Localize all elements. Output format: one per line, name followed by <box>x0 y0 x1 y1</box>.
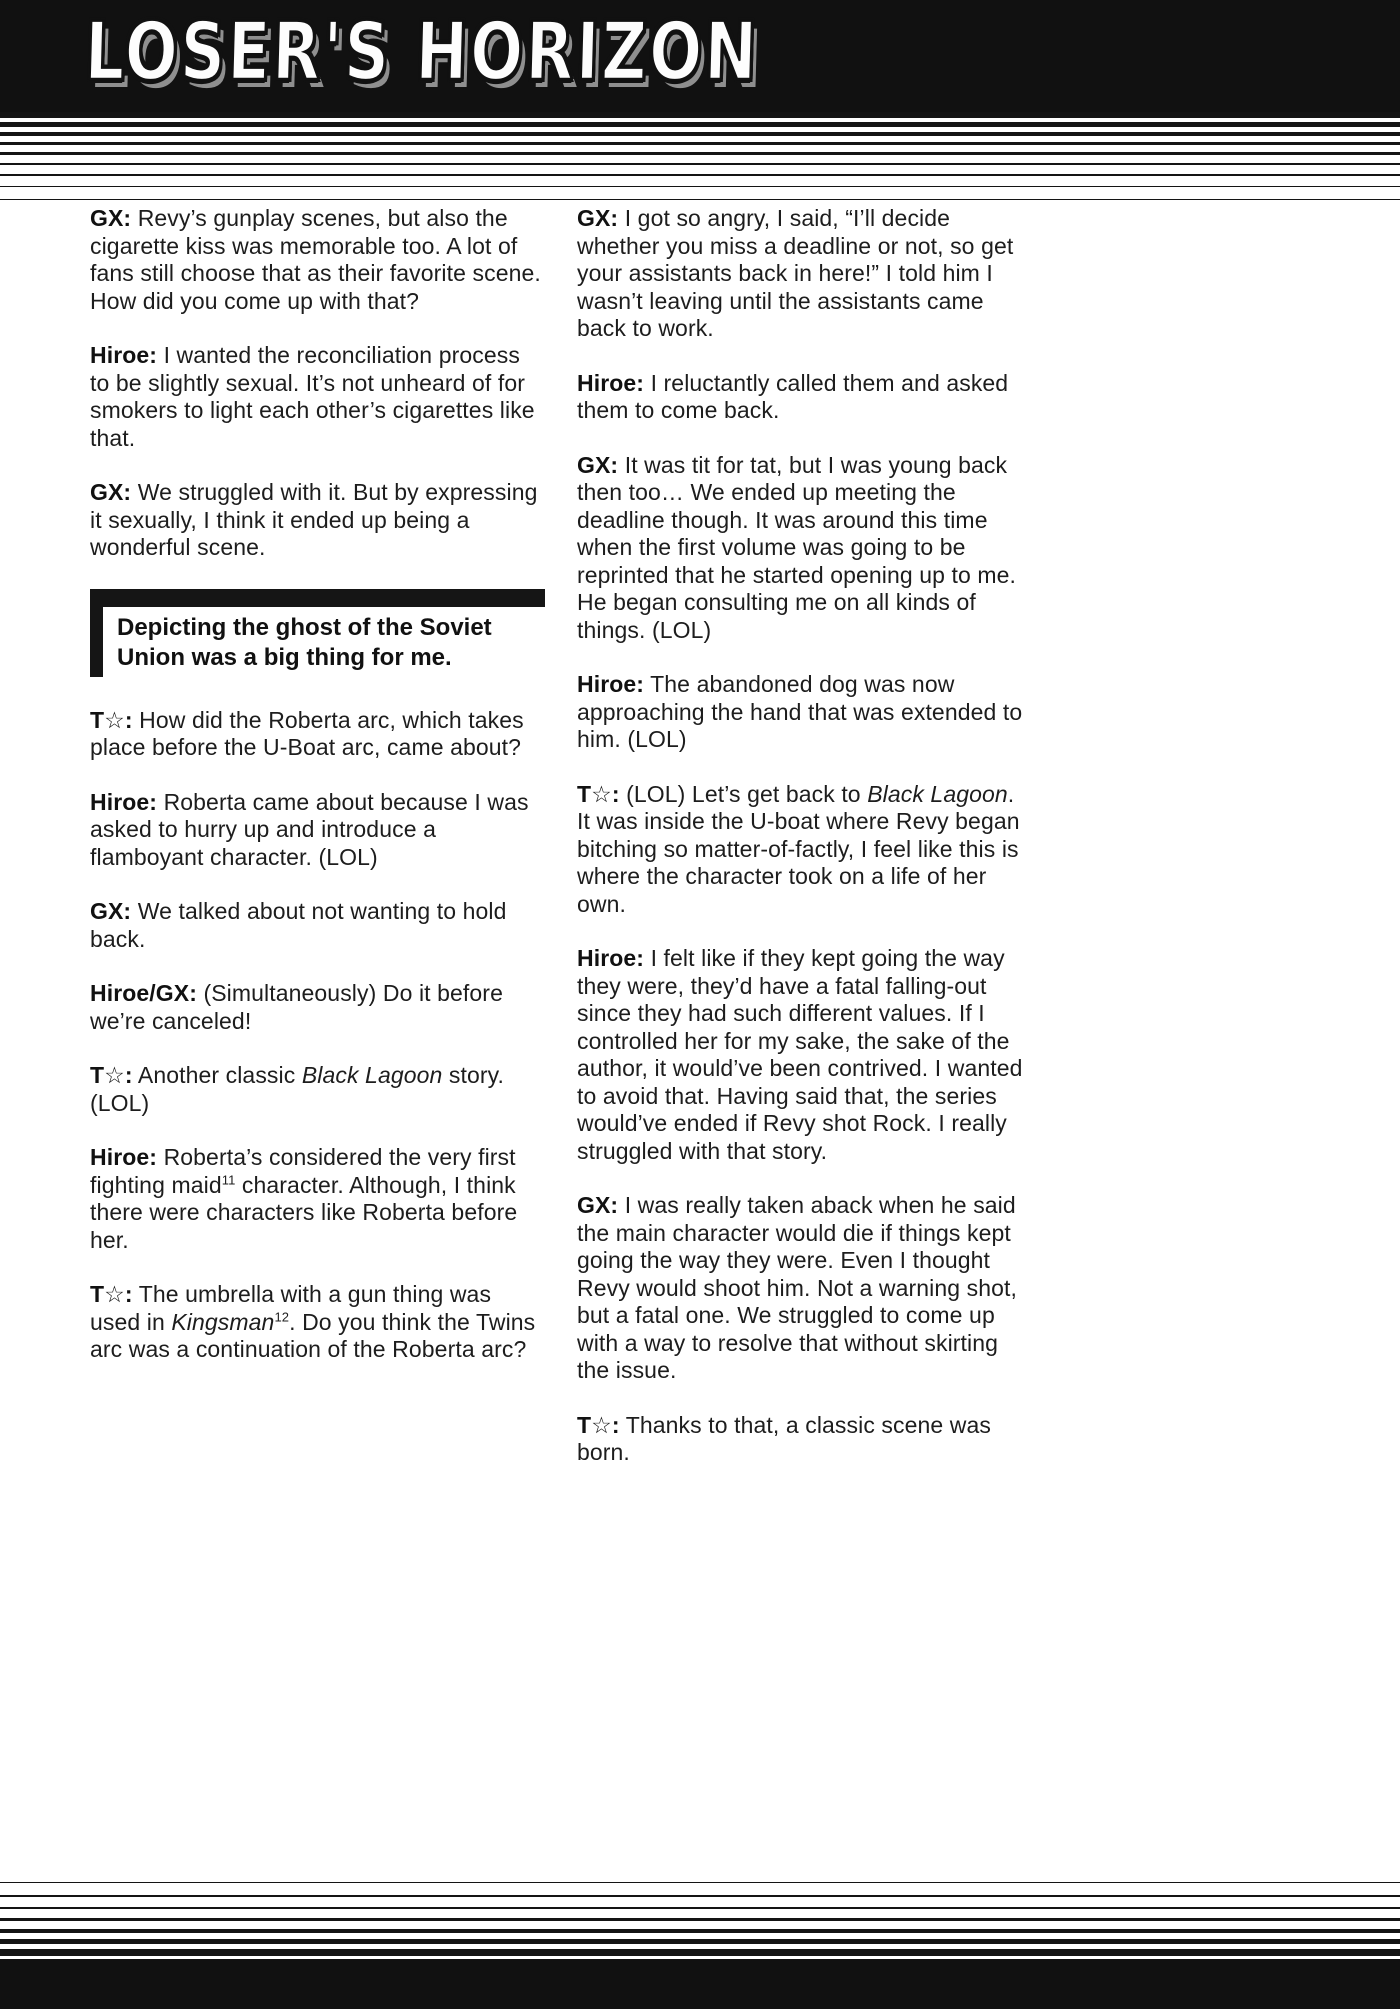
dialogue-paragraph <box>577 1412 1032 1467</box>
text-run: I wanted the reconciliation process to be slightly sexual. It’s not unheard of for smokers to light each other’s cigarettes like that. <box>90 342 535 451</box>
text-run: We struggled with it. But by expressing it sexually, I think it ended up being a wonderful scene. <box>90 479 538 560</box>
section-heading-text: Depicting the ghost of the Soviet Union was a big thing for me. <box>90 607 545 677</box>
speaker-label: Hiroe: <box>90 342 158 368</box>
column-right <box>577 205 1032 1494</box>
stripe-line <box>0 1939 1400 1944</box>
text-run: Another classic <box>137 1062 302 1088</box>
stripe-line <box>0 112 1400 118</box>
page-footer <box>0 1882 1400 2009</box>
speaker-label: T☆: <box>90 1062 133 1088</box>
text-run: I felt like if they kept going the way they were, they’d have a fatal falling-out since they had such different values. If I controlled her for my sake, the sake of the author, it would’ve been contrived. I wanted to avoid that. Having said that, the series would’ve ended if Revy shot Rock. I really struggled with that story. <box>577 945 1023 1164</box>
text-run: I reluctantly called them and asked them to come back. <box>577 369 1009 423</box>
speaker-label: Hiroe: <box>577 369 645 396</box>
text-run: We talked about not wanting to hold back. <box>90 898 507 952</box>
page-header <box>0 0 1400 200</box>
section-heading <box>90 589 545 677</box>
stripe-line <box>0 122 1400 127</box>
stripe-line <box>0 1918 1400 1921</box>
speaker-label: T☆: <box>577 1411 620 1438</box>
italic-title-text: Kingsman <box>171 1308 275 1335</box>
text-run: Thanks to that, a classic scene was born. <box>577 1411 991 1465</box>
page-title: LOSER'S HORIZON <box>83 5 761 98</box>
stripe-line <box>0 152 1400 155</box>
dialogue-paragraph <box>90 1281 545 1364</box>
dialogue-paragraph <box>90 980 545 1035</box>
text-run: It was tit for tat, but I was young back then too… We ended up meeting the deadline though. It was around this time when the first volume was going to be reprinted that he started opening up to me. He began consulting me on all kinds of things. (LOL) <box>577 451 1017 643</box>
dialogue-paragraph <box>90 707 545 762</box>
stripe-line <box>0 174 1400 176</box>
dialogue-paragraph <box>90 898 545 953</box>
italic-title-text: Black Lagoon <box>867 780 1008 807</box>
text-run: Roberta’s considered the very first fighting maid <box>90 1144 516 1198</box>
text-run: . It was inside the U-boat where Revy began bitching so matter-of-factly, I feel like this is where the character took on a life of her own. <box>577 780 1020 917</box>
text-run: I got so angry, I said, “I’ll decide whether you miss a deadline or not, so get your assistants back in here!” I told him I wasn’t leaving until the assistants came back to work. <box>577 205 1014 341</box>
speaker-label: GX: <box>577 451 619 478</box>
speaker-label: T☆: <box>90 1281 133 1307</box>
article-body <box>90 205 1032 1494</box>
text-run: (Simultaneously) Do it before we’re canceled! <box>90 980 503 1034</box>
speaker-label: GX: <box>90 205 132 231</box>
stripe-line <box>0 132 1400 136</box>
text-run: character. Although, I think there were characters like Roberta before her. <box>90 1171 518 1253</box>
dialogue-paragraph <box>90 479 545 562</box>
speaker-label: Hiroe: <box>90 788 158 815</box>
italic-title-text: Black Lagoon <box>301 1062 443 1088</box>
dialogue-paragraph <box>90 789 545 872</box>
speaker-label: Hiroe: <box>577 671 645 697</box>
stripe-line <box>0 1882 1400 1883</box>
dialogue-paragraph <box>90 1144 545 1254</box>
text-run: . Do you think the Twins arc was a continuation of the Roberta arc? <box>90 1308 536 1362</box>
stripe-line <box>0 163 1400 165</box>
footnote-reference: 12 <box>274 1308 290 1324</box>
halftone-stripes-bottom <box>0 1882 1400 1956</box>
column-left <box>90 205 545 1494</box>
speaker-label: T☆: <box>577 780 620 807</box>
speaker-label: GX: <box>90 898 132 924</box>
speaker-label: Hiroe: <box>90 1144 158 1170</box>
dialogue-paragraph <box>577 452 1032 645</box>
halftone-stripes-top <box>0 112 1400 200</box>
speaker-label: Hiroe: <box>577 945 645 971</box>
dialogue-paragraph <box>577 205 1032 343</box>
header-black-band <box>0 0 1400 112</box>
footer-black-band <box>0 1959 1400 2009</box>
stripe-line <box>0 1907 1400 1909</box>
dialogue-paragraph <box>577 781 1032 919</box>
text-run: story. (LOL) <box>90 1062 505 1116</box>
speaker-label: GX: <box>577 1192 619 1218</box>
stripe-line <box>0 142 1400 145</box>
stripe-line <box>0 1949 1400 1956</box>
dialogue-paragraph <box>577 370 1032 425</box>
speaker-label: GX: <box>90 479 132 505</box>
speaker-label: GX: <box>577 205 619 231</box>
dialogue-paragraph <box>577 671 1032 754</box>
stripe-line <box>0 1895 1400 1897</box>
text-run: The umbrella with a gun thing was used in <box>90 1281 492 1335</box>
stripe-line <box>0 186 1400 187</box>
dialogue-paragraph <box>90 1062 545 1117</box>
text-run: (LOL) Let’s get back to <box>626 780 868 807</box>
text-run: How did the Roberta arc, which takes place before the U-Boat arc, came about? <box>90 706 524 760</box>
dialogue-paragraph <box>90 205 545 315</box>
dialogue-paragraph <box>577 1192 1032 1385</box>
section-heading-top-bar <box>90 589 545 607</box>
footnote-reference: 11 <box>221 1171 236 1187</box>
speaker-label: T☆: <box>90 706 133 733</box>
text-run: I was really taken aback when he said the main character would die if things kept going the way they were. Even I thought Revy would shoot him. Not a warning shot, but a fatal one. We struggled to come up with a way to resolve that without skirting the issue. <box>577 1192 1018 1383</box>
speaker-label: Hiroe/GX: <box>90 980 197 1006</box>
text-run: Roberta came about because I was asked to hurry up and introduce a flamboyant character. (LOL) <box>90 788 529 870</box>
text-run: Revy’s gunplay scenes, but also the cigarette kiss was memorable too. A lot of fans still choose that as their favorite scene. How did you come up with that? <box>90 205 541 314</box>
stripe-line <box>0 199 1400 200</box>
dialogue-paragraph <box>90 342 545 452</box>
text-run: The abandoned dog was now approaching the hand that was extended to him. (LOL) <box>577 671 1023 752</box>
dialogue-paragraph <box>577 945 1032 1165</box>
stripe-line <box>0 1929 1400 1933</box>
